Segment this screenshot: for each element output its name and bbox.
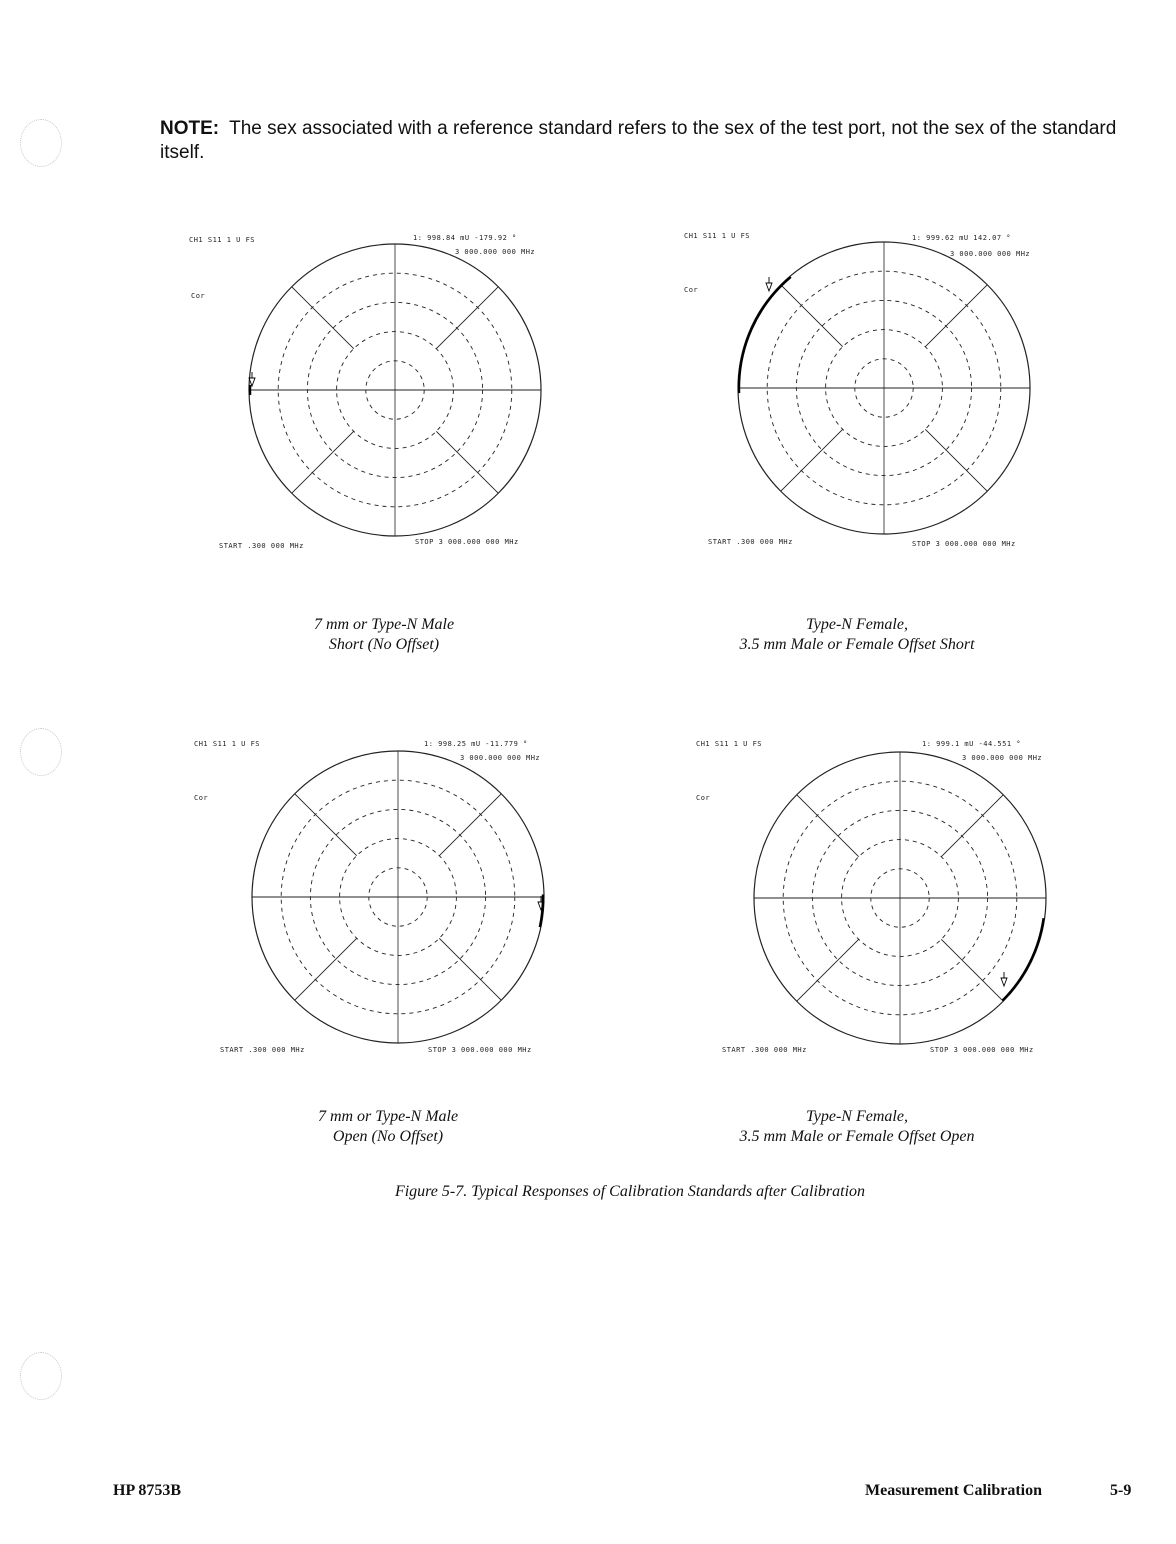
polar-chart — [190, 734, 590, 1064]
polar-plot-offset-short — [680, 226, 1080, 556]
diagonal-grid-line — [781, 285, 843, 347]
start-frequency: START .300 000 MHz — [708, 538, 793, 546]
caption-line-2: Open (No Offset) — [332, 1128, 444, 1145]
cor-indicator: Cor — [684, 286, 699, 294]
figure-caption: Figure 5-7. Typical Responses of Calibration Standards after Calibration — [394, 1183, 866, 1200]
diagonal-grid-line — [439, 938, 501, 1000]
diagonal-grid-line — [295, 794, 357, 856]
stop-frequency: STOP 3 000.000 000 MHz — [415, 538, 519, 546]
channel-label: CH1 S11 1 U FS — [194, 740, 261, 748]
footer-section: Measurement Calibration — [865, 1482, 1043, 1499]
marker-readout: 1: 998.84 mU -179.92 ° — [413, 234, 517, 242]
caption-open-male — [208, 1107, 568, 1147]
stop-frequency: STOP 3 000.000 000 MHz — [428, 1046, 532, 1054]
polar-chart — [680, 226, 1080, 556]
caption-offset-short — [677, 615, 1037, 655]
start-frequency: START .300 000 MHz — [722, 1046, 807, 1054]
polar-plot-offset-open — [692, 734, 1092, 1064]
note-paragraph — [160, 117, 1120, 165]
diagonal-grid-line — [941, 795, 1003, 857]
binder-hole-bottom — [20, 1352, 62, 1400]
diagonal-grid-line — [797, 939, 859, 1001]
marker-frequency: 3 000.000 000 MHz — [962, 754, 1043, 762]
polar-plot-short-male — [185, 228, 585, 558]
marker-symbol — [1001, 972, 1007, 986]
caption-line-2: 3.5 mm Male or Female Offset Short — [739, 636, 975, 653]
trace-arc — [739, 277, 791, 393]
binder-hole-middle — [20, 728, 62, 776]
diagonal-grid-line — [925, 285, 987, 347]
diagonal-grid-line — [925, 429, 987, 491]
polar-chart — [692, 734, 1092, 1064]
caption-short-male — [204, 615, 564, 655]
start-frequency: START .300 000 MHz — [220, 1046, 305, 1054]
footer-page-number: 5-9 — [1110, 1482, 1132, 1499]
caption-line-1: 7 mm or Type-N Male — [317, 1108, 459, 1125]
marker-readout: 1: 999.1 mU -44.551 ° — [922, 740, 1022, 748]
caption-offset-open — [677, 1107, 1037, 1147]
start-frequency: START .300 000 MHz — [219, 542, 304, 550]
caption-line-1: Type-N Female, — [806, 616, 908, 633]
diagonal-grid-line — [797, 795, 859, 857]
polar-chart — [185, 228, 585, 558]
caption-line-1: Type-N Female, — [806, 1108, 908, 1125]
marker-frequency: 3 000.000 000 MHz — [950, 250, 1031, 258]
marker-readout: 1: 999.62 mU 142.07 ° — [912, 234, 1012, 242]
diagonal-grid-line — [295, 938, 357, 1000]
footer-product: HP 8753B — [113, 1482, 182, 1499]
diagonal-grid-line — [439, 794, 501, 856]
cor-indicator: Cor — [194, 794, 209, 802]
marker-frequency: 3 000.000 000 MHz — [460, 754, 541, 762]
binder-hole-top — [20, 119, 62, 167]
channel-label: CH1 S11 1 U FS — [189, 236, 256, 244]
diagonal-grid-line — [292, 431, 354, 493]
caption-line-2: Short (No Offset) — [328, 636, 440, 653]
note-label: NOTE: — [160, 118, 220, 139]
marker-readout: 1: 998.25 mU -11.779 ° — [424, 740, 528, 748]
channel-label: CH1 S11 1 U FS — [684, 232, 751, 240]
marker-symbol — [766, 277, 772, 291]
note-text: The sex associated with a reference standard refers to the sex of the test port, not the sex of the standard itself. — [160, 118, 1117, 163]
diagonal-grid-line — [436, 431, 498, 493]
diagonal-grid-line — [436, 287, 498, 349]
diagonal-grid-line — [941, 939, 1003, 1001]
marker-frequency: 3 000.000 000 MHz — [455, 248, 536, 256]
polar-plot-open-male — [190, 734, 590, 1064]
stop-frequency: STOP 3 000.000 000 MHz — [912, 540, 1016, 548]
trace-arc — [1003, 918, 1044, 1000]
stop-frequency: STOP 3 000.000 000 MHz — [930, 1046, 1034, 1054]
caption-line-2: 3.5 mm Male or Female Offset Open — [739, 1128, 975, 1145]
cor-indicator: Cor — [191, 292, 206, 300]
caption-line-1: 7 mm or Type-N Male — [313, 616, 455, 633]
diagonal-grid-line — [781, 429, 843, 491]
channel-label: CH1 S11 1 U FS — [696, 740, 763, 748]
diagonal-grid-line — [292, 287, 354, 349]
cor-indicator: Cor — [696, 794, 711, 802]
